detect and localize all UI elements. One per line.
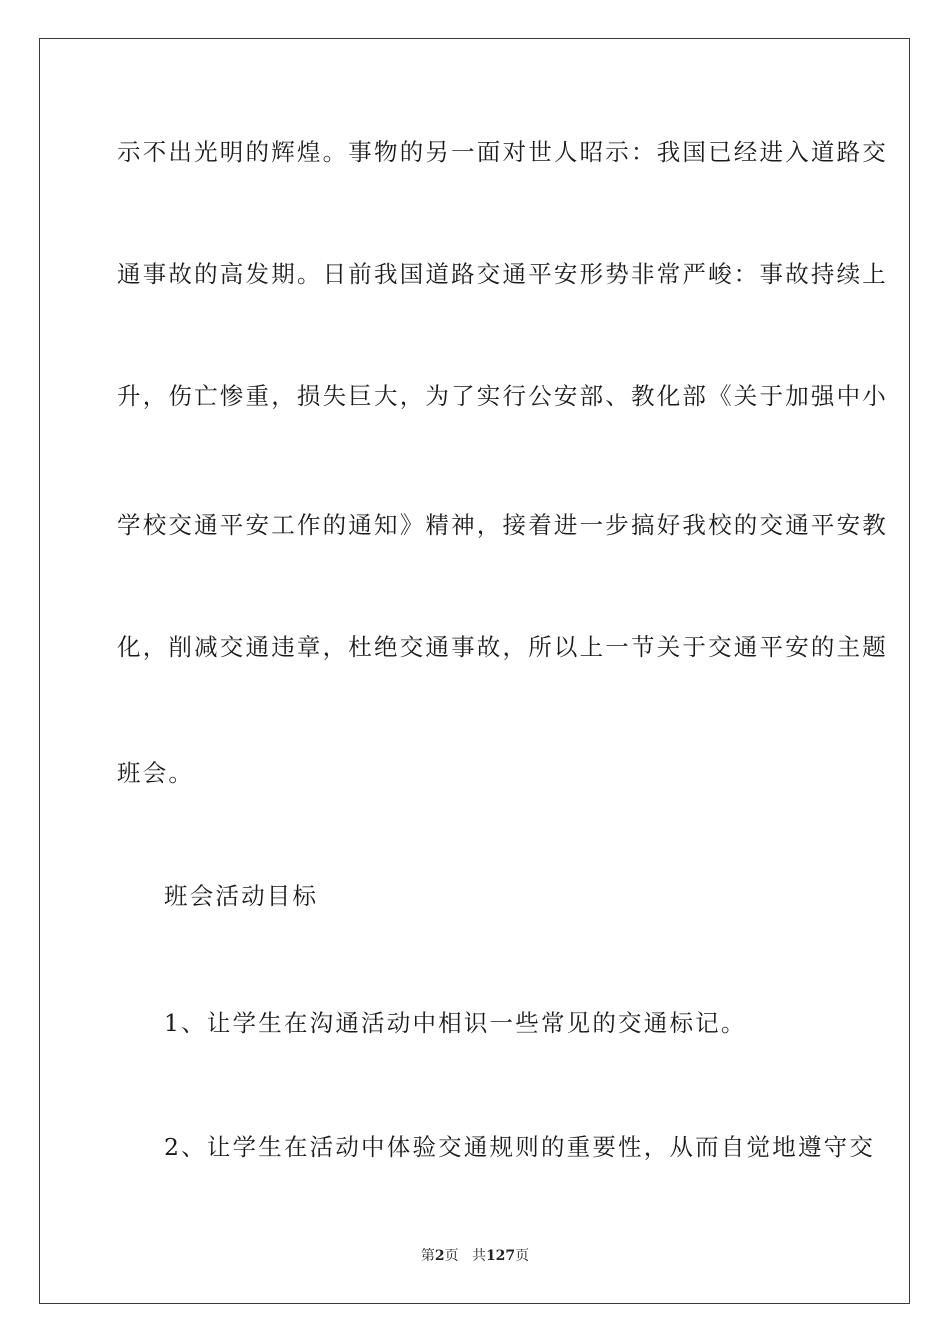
page-prefix: 第 [420,1248,435,1264]
page-suffix: 页 [444,1248,459,1264]
paragraph-line-4: 学校交通平安工作的通知》精神，接着进一步搞好我校的交通平安教 [117,511,888,539]
paragraph-line-1: 示不出光明的辉煌。事物的另一面对世人昭示：我国已经进入道路交 [117,138,888,166]
page-number: 2 [434,1248,445,1264]
paragraph-line-3: 升，伤亡惨重，损失巨大，为了实行公安部、教化部《关于加强中小 [117,382,888,410]
paragraph-line-5: 化，削减交通违章，杜绝交通事故，所以上一节关于交通平安的主题 [117,633,888,661]
total-pages: 127 [485,1248,516,1264]
total-prefix: 共 [471,1248,486,1264]
page-border [39,38,910,1304]
section-heading: 班会活动目标 [164,882,319,910]
page-footer [0,1247,950,1265]
paragraph-line-2: 通事故的高发期。日前我国道路交通平安形势非常严峻：事故持续上 [117,260,888,288]
paragraph-line-6: 班会。 [117,759,195,787]
list-item-1: 1、让学生在沟通活动中相识一些常见的交通标记。 [164,1009,747,1037]
list-item-2: 2、让学生在活动中体验交通规则的重要性，从而自觉地遵守交 [164,1133,876,1161]
total-suffix: 页 [515,1248,530,1264]
